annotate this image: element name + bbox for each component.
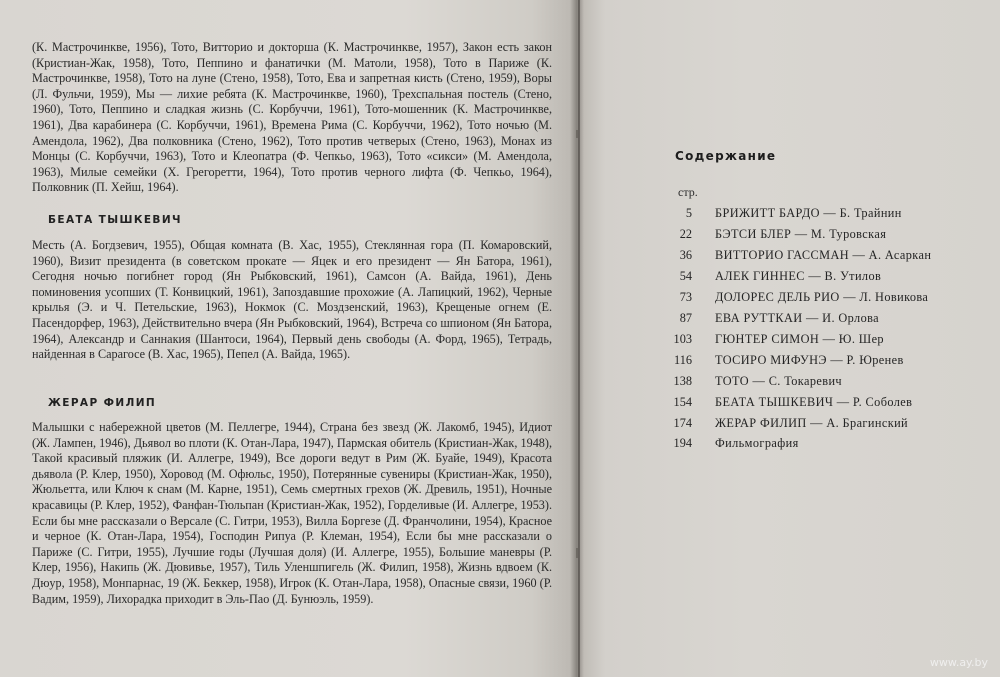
- toc-entry-title: БРИЖИТТ БАРДО — Б. Трайнин: [715, 206, 902, 220]
- toc-page-number: 73: [679, 289, 692, 304]
- gerard-heading: ЖЕРАР ФИЛИП: [48, 397, 157, 409]
- toc-entry: [640, 395, 980, 415]
- toc-entry: [640, 332, 980, 352]
- beata-heading: БЕАТА ТЫШКЕВИЧ: [48, 214, 182, 226]
- beata-filmography: Месть (А. Богдзевич, 1955), Общая комната (В. Хас, 1955), Стеклянная гора (П. Комаровский, 1960), Визит президента (в советском прокате — Яцек и его президент — Ян Батора, 1961), Сегодня ночью погибнет город (Ян Рыбковский, 1961), Самсон (А. Вайда, 1961), День поминовения усопших (Т. Конвицкий, 1961), Запоздавшие прохожие (А. Лапицкий, 1962), Черные крылья (Э. и Ч. Петельские, 1963), Нокмок (С. Моздзенский, 1963), Крещеные огнем (Е. Пасендорфер, 1963), Действительно вчера (Ян Рыбковский, 1964), Встреча со шпионом (Ян Батора, 1964), Александр и Саннакия (Шантоси, 1964), Первый день свободы (А. Форд, 1965), Тетрадь, найденная в Сарагосе (В. Хас, 1965), Пепел (А. Вайда, 1965).: [32, 238, 552, 362]
- book-gutter: [570, 0, 584, 677]
- toc-entry-title: ЕВА РУТТКАИ — И. Орлова: [715, 310, 880, 325]
- toc-entry: [640, 374, 980, 394]
- toc-entry: [640, 227, 980, 247]
- toc-entry-title: АЛЕК ГИННЕС — В. Утилов: [715, 268, 882, 283]
- toc-entry-title: Фильмография: [715, 436, 799, 451]
- toto-filmography: (К. Мастрочинкве, 1956), Тото, Витторио и докторша (К. Мастрочинкве, 1957), Закон есть закон (Кристиан-Жак, 1958), Тото, Пеппино и фанатички (М. Матоли, 1958), Тото в Париже (К. Мастрочинкве, 1958), Тото на луне (Стено, 1958), Тото, Ева и запретная кисть (Стено, 1959), Воры (Л. Фульчи, 1959), Мы — лихие ребята (К. Мастрочинкве, 1960), Трехспальная постель (Стено, 1960), Тото, Пеппино и сладкая жизнь (С. Корбуччи, 1961), Тото-мошенник (К. Мастрочинкве, 1961), Два карабинера (С. Корбуччи, 1961), Времена Рима (С. Корбуччи, 1962), Тото ночью (М. Амендола, 1962), Два полковника (Стено, 1962), Тото против четверых (Стено, 1963), Монах из Монцы (С. Корбуччи, 1963), Тото и Клеопатра (Ф. Чепкьо, 1963), Тото «сикси» (М. Амендола, 1963), Милые семейки (Х. Грегоретти, 1964), Тото против черного лифта (Ф. Чепкьо, 1964), Полковник (П. Хейш, 1964).: [32, 40, 552, 195]
- toc-entry: [640, 353, 980, 373]
- binding-stitch: [576, 548, 578, 558]
- toc-page-number: 174: [673, 415, 692, 430]
- toc-entry: [640, 290, 980, 310]
- watermark: www.ay.by: [929, 656, 988, 669]
- toc-page-number: 194: [673, 436, 692, 451]
- toc-entry-title: БЕАТА ТЫШКЕВИЧ — Р. Соболев: [715, 394, 913, 409]
- toc-page-number: 138: [673, 373, 692, 388]
- toc-entry-title: ЖЕРАР ФИЛИП — А. Брагинский: [715, 415, 909, 430]
- toc-title: Содержание: [675, 149, 777, 163]
- toc-page-number: 87: [679, 310, 692, 325]
- toc-entry: [640, 436, 980, 456]
- toc-page-number: 154: [673, 394, 692, 409]
- toc-page-number: 54: [679, 268, 692, 283]
- toc-entry: [640, 248, 980, 268]
- toc-entry-title: ГЮНТЕР СИМОН — Ю. Шер: [715, 331, 884, 346]
- binding-stitch: [576, 130, 578, 138]
- toc-entry-title: БЭТСИ БЛЕР — М. Туровская: [715, 226, 887, 241]
- toc-entry-title: ВИТТОРИО ГАССМАН — А. Асаркан: [715, 247, 932, 262]
- toc-page-column-label: стр.: [678, 185, 698, 199]
- toc-entry: [640, 416, 980, 436]
- toc-page-number: 116: [674, 352, 692, 367]
- toc-entry: [640, 311, 980, 331]
- toc-page-number: 22: [679, 226, 692, 241]
- toc-page-number: 103: [673, 331, 692, 346]
- toc-entry-title: ТОСИРО МИФУНЭ — Р. Юренев: [715, 352, 904, 367]
- toc-entry: [640, 206, 980, 226]
- gerard-filmography: Малышки с набережной цветов (М. Пеллегре, 1944), Страна без звезд (Ж. Лакомб, 1945), Идиот (Ж. Лампен, 1946), Дьявол во плоти (К. Отан-Лара, 1947), Пармская обитель (Кристиан-Жак, 1948), Такой красивый пляжик (И. Аллегре, 1949), Все дороги ведут в Рим (Ж. Буайе, 1949), Красота дьявола (Р. Клер, 1950), Хоровод (М. Офюльс, 1950), Потерянные сувениры (Кристиан-Жак, 1950), Жюльетта, или Ключ к снам (М. Карне, 1951), Семь смертных грехов (Ж. Древиль, 1951), Ночные красавицы (Р. Клер, 1952), Фанфан-Тюльпан (Кристиан-Жак, 1952), Горделивые (И. Аллегре, 1953). Если бы мне рассказали о Версале (С. Гитри, 1953), Вилла Боргезе (Д. Франчолини, 1954), Красное и черное (К. Отан-Лара, 1954), Господин Рипуа (Р. Клеман, 1954), Если бы мне рассказали о Париже (С. Гитри, 1955), Лучшие годы (Лучшая доля) (И. Аллегре, 1955), Большие маневры (Р. Клер, 1956), Накипь (Ж. Дювивье, 1957), Тиль Уленшпигель (Ж. Филип, 1958), Жизнь вдвоем (К. Дюур, 1958), Монпарнас, 19 (Ж. Беккер, 1958), Игрок (К. Отан-Лара, 1958), Опасные связи, 1960 (Р. Вадим, 1959), Лихорадка приходит в Эль-Пао (Д. Бунюэль, 1959).: [32, 420, 552, 606]
- toc-entry-title: ТОТО — С. Токаревич: [715, 373, 843, 388]
- toc-entry-title: ДОЛОРЕС ДЕЛЬ РИО — Л. Новикова: [715, 289, 929, 304]
- toc-entry: [640, 269, 980, 289]
- toc-page-number: 5: [685, 206, 692, 220]
- toc-page-number: 36: [679, 247, 692, 262]
